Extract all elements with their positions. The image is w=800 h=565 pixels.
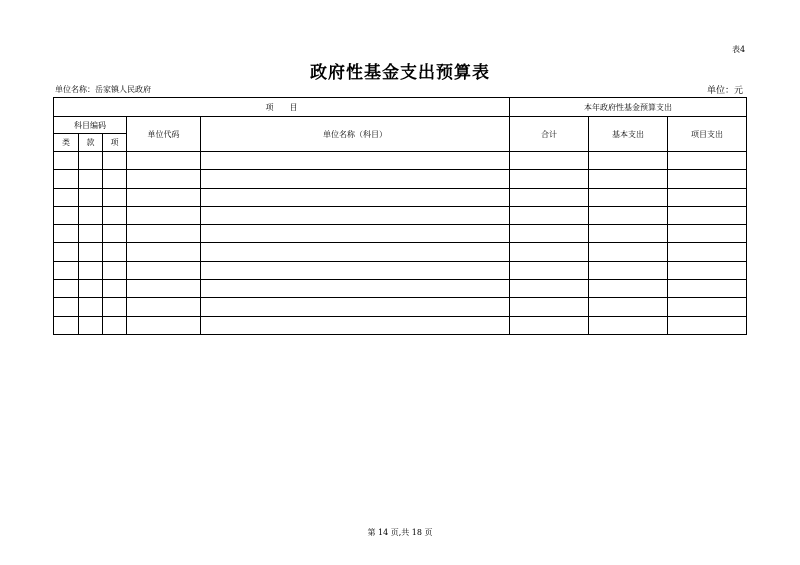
table-cell: [589, 188, 668, 206]
table-row: [54, 280, 747, 298]
table-cell: [668, 206, 747, 224]
table-row: [54, 188, 747, 206]
table-cell: [510, 280, 589, 298]
unit-name-header: 单位名称（科目）: [201, 117, 510, 152]
table-cell: [589, 298, 668, 316]
currency-unit: 单位：元: [707, 86, 744, 96]
unit-code-header: 单位代码: [127, 117, 201, 152]
table-cell: [79, 261, 103, 279]
table-cell: [103, 280, 127, 298]
table-row: [54, 170, 747, 188]
table-row: [54, 152, 747, 170]
table-cell: [510, 316, 589, 334]
table-cell: [103, 316, 127, 334]
table-cell: [79, 206, 103, 224]
table-cell: [127, 280, 201, 298]
table-cell: [103, 170, 127, 188]
table-cell: [79, 280, 103, 298]
project-group-header: 项 目: [54, 98, 510, 117]
kuan-header: 款: [79, 134, 103, 152]
table-cell: [201, 243, 510, 261]
unit-name-line: [55, 84, 151, 95]
table-cell: [103, 188, 127, 206]
table-cell: [510, 170, 589, 188]
table-row: [54, 261, 747, 279]
table-number: 表4: [732, 45, 746, 54]
table-cell: [201, 170, 510, 188]
table-cell: [589, 280, 668, 298]
unit-name-label: 单位名称：: [55, 85, 95, 94]
table-row: [54, 243, 747, 261]
table-cell: [201, 316, 510, 334]
table-row: [54, 316, 747, 334]
table-cell: [103, 298, 127, 316]
table-cell: [127, 243, 201, 261]
page-title: 政府性基金支出预算表: [310, 63, 490, 83]
table-cell: [589, 152, 668, 170]
table-cell: [79, 316, 103, 334]
table-cell: [54, 170, 79, 188]
table-cell: [127, 188, 201, 206]
table-cell: [201, 298, 510, 316]
table-cell: [127, 316, 201, 334]
table-cell: [103, 225, 127, 243]
xiang-header: 项: [103, 134, 127, 152]
table-cell: [668, 316, 747, 334]
table-row: [54, 298, 747, 316]
table-cell: [510, 261, 589, 279]
table-cell: [668, 261, 747, 279]
table-cell: [668, 188, 747, 206]
table-cell: [103, 152, 127, 170]
table-cell: [668, 225, 747, 243]
subject-code-header: 科目编码: [54, 117, 127, 134]
table-row: [54, 225, 747, 243]
table-cell: [79, 243, 103, 261]
table-cell: [54, 188, 79, 206]
table-cell: [54, 206, 79, 224]
table-cell: [510, 243, 589, 261]
budget-table: [53, 97, 747, 335]
table-cell: [201, 261, 510, 279]
table-cell: [668, 280, 747, 298]
table-cell: [79, 298, 103, 316]
table-cell: [79, 170, 103, 188]
table-cell: [201, 206, 510, 224]
table-cell: [127, 261, 201, 279]
table-cell: [54, 261, 79, 279]
table-cell: [510, 188, 589, 206]
table-cell: [589, 261, 668, 279]
table-cell: [510, 206, 589, 224]
table-cell: [103, 243, 127, 261]
table-cell: [127, 152, 201, 170]
unit-name-value: 岳家镇人民政府: [95, 85, 151, 94]
table-cell: [510, 298, 589, 316]
table-cell: [201, 188, 510, 206]
table-cell: [79, 225, 103, 243]
table-cell: [54, 152, 79, 170]
table-cell: [589, 225, 668, 243]
table-cell: [54, 280, 79, 298]
table-cell: [54, 225, 79, 243]
budget-group-header: 本年政府性基金预算支出: [510, 98, 747, 117]
table-cell: [589, 243, 668, 261]
table-cell: [127, 298, 201, 316]
table-cell: [668, 152, 747, 170]
page-footer: 第 14 页,共 18 页: [367, 528, 433, 537]
table-cell: [201, 280, 510, 298]
table-cell: [589, 206, 668, 224]
table-cell: [589, 170, 668, 188]
table-body: [54, 152, 747, 335]
table-cell: [54, 243, 79, 261]
table-cell: [510, 152, 589, 170]
basic-expense-header: 基本支出: [589, 117, 668, 152]
table-cell: [201, 152, 510, 170]
project-expense-header: 项目支出: [668, 117, 747, 152]
table-cell: [510, 225, 589, 243]
table-cell: [103, 206, 127, 224]
table-cell: [668, 298, 747, 316]
total-header: 合计: [510, 117, 589, 152]
table-cell: [79, 188, 103, 206]
table-cell: [54, 316, 79, 334]
table-cell: [127, 170, 201, 188]
table-cell: [54, 298, 79, 316]
table-cell: [668, 170, 747, 188]
table-cell: [127, 206, 201, 224]
table-cell: [103, 261, 127, 279]
table-row: [54, 206, 747, 224]
table-cell: [589, 316, 668, 334]
table-cell: [127, 225, 201, 243]
table-cell: [79, 152, 103, 170]
table-cell: [201, 225, 510, 243]
table-cell: [668, 243, 747, 261]
lei-header: 类: [54, 134, 79, 152]
